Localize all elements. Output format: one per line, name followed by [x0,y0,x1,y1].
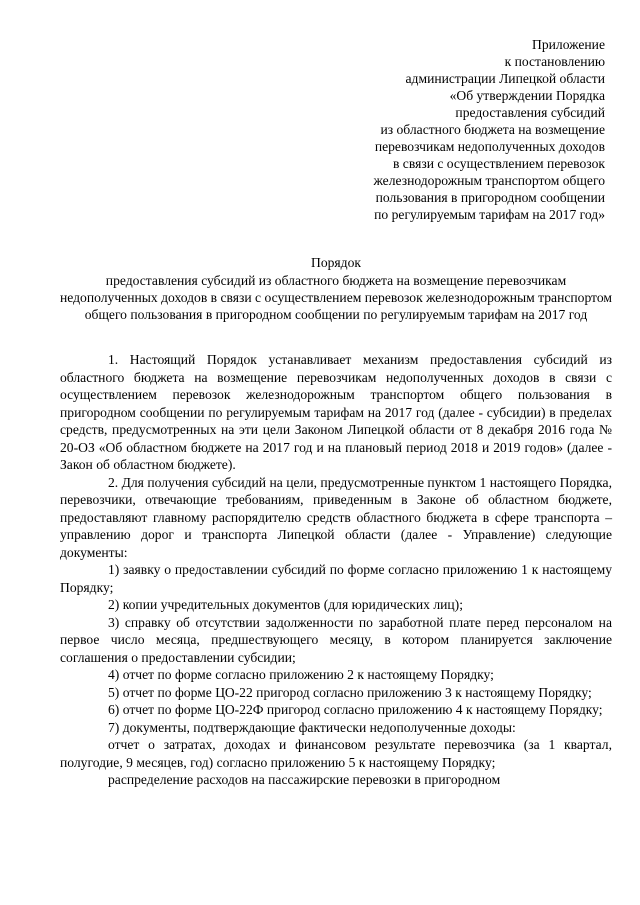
appendix-line: в связи с осуществлением перевозок [392,156,605,171]
list-item-6: 6) отчет по форме ЦО-22Ф пригород согласно приложению 4 к настоящему Порядку; [108,702,603,717]
title-subtitle: предоставления субсидий из областного бюджета на возмещение перевозчикам недополученных доходов в связи с осуществлением перевозок железнодорожным транспортом общего пользования в пригородном сообщении по регулируемым тарифам на 2017 год [60,273,612,322]
appendix-line: Приложение [532,37,605,52]
appendix-line: администрации Липецкой области [405,71,605,86]
appendix-line: к постановлению [504,54,605,69]
appendix-line: пользования в пригородном сообщении [375,190,605,205]
list-item-1: 1) заявку о предоставлении субсидий по форме согласно приложению 1 к настоящему Порядку; [60,562,612,595]
list-subitem-report: отчет о затратах, доходах и финансовом результате перевозчика (за 1 квартал, полугодие, 9 месяцев, год) согласно приложению 5 к настоящему Порядку; [60,737,612,770]
appendix-line: предоставления субсидий [455,105,605,120]
appendix-line: перевозчикам недополученных доходов [374,139,605,154]
title-heading: Порядок [311,255,361,270]
list-item-7: 7) документы, подтверждающие фактически недополученные доходы: [108,719,516,735]
appendix-line: железнодорожным транспортом общего [373,173,605,188]
list-subitem-distribution: распределение расходов на пассажирские перевозки в пригородном [108,772,501,787]
appendix-line: по регулируемым тарифам на 2017 год» [374,207,605,222]
document-title [60,254,612,323]
appendix-line: «Об утверждении Порядка [449,88,605,103]
list-item-5: 5) отчет по форме ЦО-22 пригород согласно приложению 3 к настоящему Порядку; [108,684,592,700]
list-item-2: 2) копии учредительных документов (для юридических лиц); [108,597,463,612]
appendix-block [373,36,605,223]
list-item-4: 4) отчет по форме согласно приложению 2 к настоящему Порядку; [108,667,494,682]
appendix-line: из областного бюджета на возмещение [380,122,605,137]
document-body [60,351,612,789]
paragraph-2: 2. Для получения субсидий на цели, предусмотренные пунктом 1 настоящего Порядка, перевозчики, отвечающие требованиям, приведенным в Законе об областном бюджете, предоставляют главному распорядителю средств областного бюджета в сфере транспорта – управлению дорог и транспорта Липецкой области (далее - Управление) следующие документы: [60,474,612,560]
paragraph-1: 1. Настоящий Порядок устанавливает механизм предоставления субсидий из областного бюджета на возмещение перевозчикам недополученных доходов в связи с осуществлением перевозок железнодорожным транспортом общего пользования в пригородном сообщении по регулируемым тарифам на 2017 год (далее - субсидии) в пределах средств, предусмотренных на эти цели Законом Липецкой области от 8 декабря 2016 года № 20-ОЗ «Об областном бюджете на 2017 год и на плановый период 2018 и 2019 годов» (далее - Закон об областном бюджете). [60,352,612,472]
list-item-3: 3) справку об отсутствии задолженности по заработной плате перед персоналом на первое число месяца, предшествующего месяцу, в котором планируется заключение соглашения о предоставлении субсидии; [60,614,612,665]
